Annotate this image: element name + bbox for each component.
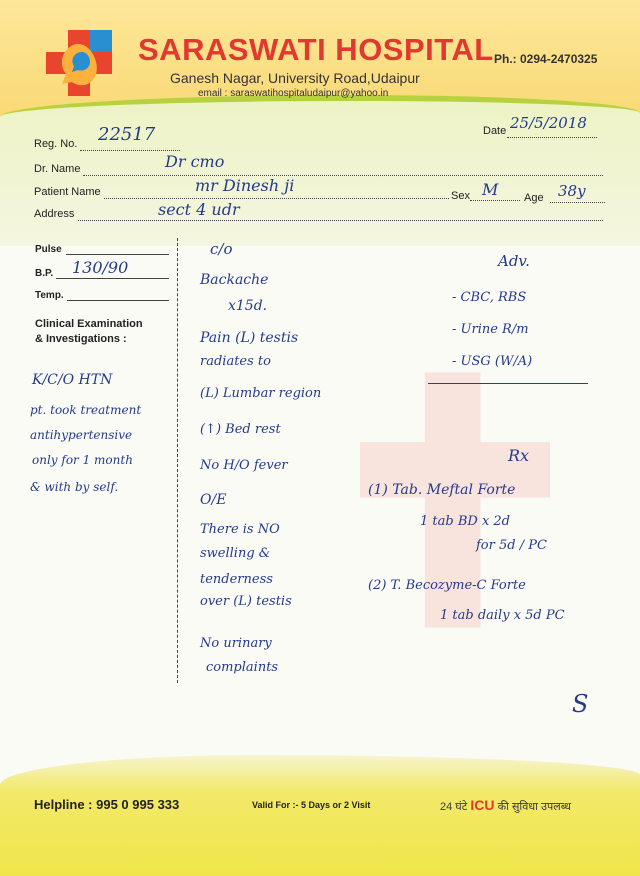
age-line [550,202,605,203]
co-heading: c/o [210,240,233,258]
reg-value: 22517 [98,124,156,145]
reg-line [80,150,180,151]
co-line: tenderness [200,572,273,587]
rx-line: (1) Tab. Meftal Forte [368,482,516,498]
rx-line: for 5d / PC [476,538,547,553]
adv-item: - CBC, RBS [452,290,527,305]
co-line: complaints [206,660,279,675]
history-line: antihypertensive [30,428,133,442]
history-line: & with by self. [30,480,119,494]
pulse-label: Pulse [35,244,62,255]
date-label: Date [483,125,507,137]
column-divider [177,238,178,683]
adv-item: - USG (W/A) [452,354,533,369]
hospital-phone: Ph.: 0294-2470325 [494,52,598,66]
co-line: No urinary [200,636,272,651]
hospital-email: email : saraswatihospitaludaipur@yahoo.in [198,88,389,99]
clinical-label: Clinical Examination [35,318,143,330]
age-label: Age [524,192,544,204]
hospital-name: SARASWATI HOSPITAL [138,32,494,67]
adv-item: - Urine R/m [452,322,529,337]
temp-label: Temp. [35,290,64,301]
rx-line: (2) T. Becozyme-C Forte [368,578,526,593]
date-value: 25/5/2018 [510,114,587,132]
signature: S [572,690,589,718]
history-line: only for 1 month [32,453,133,467]
bp-line [56,278,169,279]
date-line [507,137,597,138]
validity-note: Valid For :- 5 Days or 2 Visit [252,800,371,810]
co-line: over (L) testis [200,594,292,609]
adv-heading: Adv. [498,252,530,270]
history-line: pt. took treatment [30,403,142,417]
patient-value: mr Dinesh ji [195,176,295,195]
doctor-label: Dr. Name [34,163,81,175]
co-line: No H/O fever [200,458,288,473]
advice-underline [428,383,588,384]
sex-line [470,200,520,201]
icu-label: ICU [470,797,495,813]
investigations-label: & Investigations : [35,333,127,345]
age-value: 38y [558,182,586,200]
co-line: radiates to [200,354,271,369]
patient-line [104,198,449,199]
doctor-line [83,175,603,176]
rx-line: 1 tab daily x 5d PC [440,608,565,623]
bp-value: 130/90 [72,258,129,277]
bp-label: B.P. [35,268,54,279]
icu-pre: 24 घंटे [440,801,468,813]
rx-symbol: Rx [508,446,530,465]
co-line: Backache [200,272,269,288]
footer-band [0,755,640,876]
co-line: (↑) Bed rest [200,422,281,437]
address-line [78,220,603,221]
co-line: Pain (L) testis [200,330,299,346]
temp-line [67,300,169,301]
icu-post: की सुविधा उपलब्ध [497,801,571,813]
icu-note [440,797,571,814]
co-line: There is NO [200,522,280,537]
co-line: (L) Lumbar region [200,386,322,401]
co-line: swelling & [200,546,271,561]
sex-label: Sex [451,190,470,202]
history-line: K/C/O HTN [32,372,113,388]
hospital-address: Ganesh Nagar, University Road,Udaipur [170,70,420,86]
sex-value: M [482,180,499,199]
hospital-logo-icon [38,30,120,106]
pulse-line [66,254,169,255]
address-label: Address [34,208,75,220]
reg-label: Reg. No. [34,138,78,150]
doctor-value: Dr cmo [165,152,225,171]
address-value: sect 4 udr [158,200,240,219]
rx-line: 1 tab BD x 2d [420,514,510,529]
helpline: Helpline : 995 0 995 333 [34,797,180,812]
patient-label: Patient Name [34,186,101,198]
co-line: O/E [200,492,227,508]
co-line: x15d. [228,298,268,314]
